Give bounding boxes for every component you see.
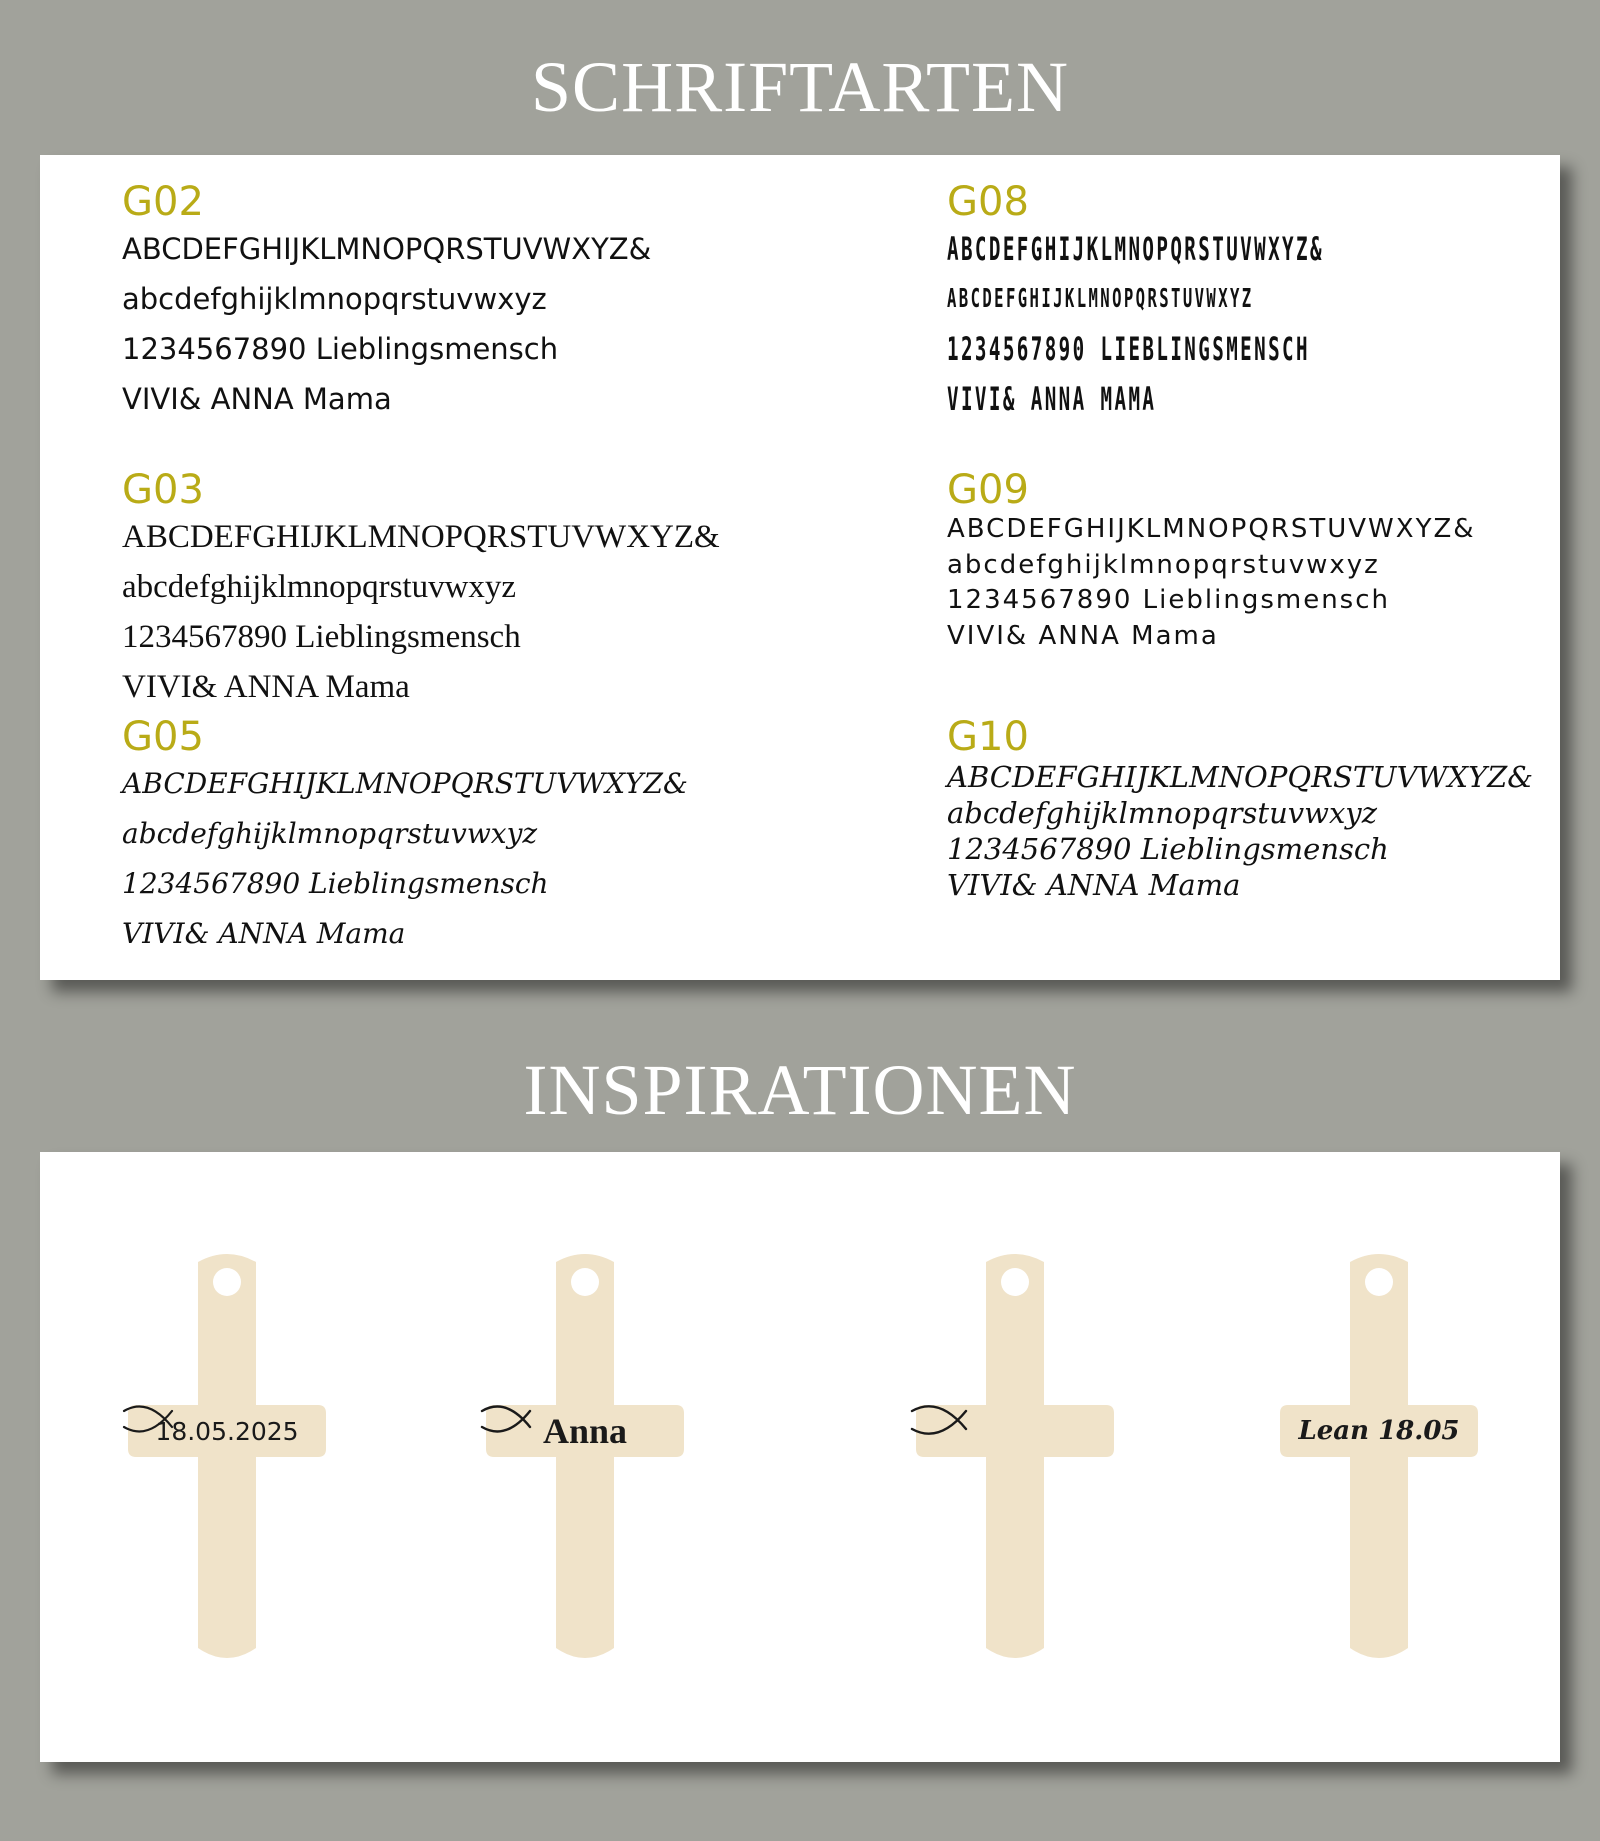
inspirations-panel (40, 1152, 1560, 1762)
font-sample-g09 (947, 468, 1476, 654)
cross-shape (122, 1252, 332, 1662)
sample-words: VIVI& ANNA Mama (122, 669, 410, 705)
sample-lowercase: abcdefghijklmnopqrstuvwxyz (122, 569, 517, 605)
engraving (480, 1405, 690, 1457)
font-sample-g08 (947, 180, 1575, 424)
sample-words: VIVI& ANNA Mama (947, 620, 1219, 651)
engraving (910, 1405, 1120, 1457)
font-code-label: G10 (947, 714, 1029, 760)
cross-pendant-date (122, 1252, 332, 1662)
cross-hole (213, 1268, 241, 1296)
ichthys-fish-icon (122, 1405, 174, 1433)
sample-lowercase: abcdefghijklmnopqrstuvwxyz (947, 796, 1377, 830)
sample-uppercase: ABCDEFGHIJKLMNOPQRSTUVWXYZ& (122, 767, 688, 800)
font-code-label: G02 (122, 179, 204, 225)
section-title-inspirationen: INSPIRATIONEN (523, 1050, 1077, 1130)
cross-shape (480, 1252, 690, 1662)
font-sample-g03 (122, 468, 720, 712)
sample-words: VIVI& ANNA Mama (947, 868, 1241, 902)
sample-uppercase: ABCDEFGHIJKLMNOPQRSTUVWXYZ& (122, 232, 652, 266)
section-title-schriftarten: SCHRIFTARTEN (531, 47, 1069, 127)
sample-numbers: 1234567890 LIEBLINGSMENSCH (947, 330, 1310, 368)
engraving-text: Anna (542, 1411, 628, 1451)
sample-numbers: 1234567890 Lieblingsmensch (947, 585, 1390, 615)
engraving-text: 18.05.2025 (155, 1416, 299, 1446)
cross-hole (1365, 1268, 1393, 1296)
font-samples-panel (40, 155, 1560, 980)
font-code-label: G03 (122, 467, 204, 513)
sample-lowercase: ABCDEFGHIJKLMNOPQRSTUVWXYZ (947, 284, 1254, 314)
cross-shape (910, 1252, 1120, 1662)
sample-uppercase: ABCDEFGHIJKLMNOPQRSTUVWXYZ& (947, 760, 1534, 794)
sample-lowercase: abcdefghijklmnopqrstuvwxyz (947, 549, 1380, 580)
engraving (1274, 1405, 1484, 1457)
sample-lowercase: abcdefghijklmnopqrstuvwxyz (122, 817, 538, 850)
engraving (122, 1405, 332, 1457)
cross-hole (571, 1268, 599, 1296)
cross-hole (1001, 1268, 1029, 1296)
sample-words: VIVI& ANNA MAMA (947, 380, 1157, 418)
sample-uppercase: ABCDEFGHIJKLMNOPQRSTUVWXYZ& (947, 514, 1476, 544)
sample-numbers: 1234567890 Lieblingsmensch (122, 867, 549, 900)
cross-pendant-name (480, 1252, 690, 1662)
sample-words: VIVI& ANNA Mama (122, 917, 406, 950)
sample-uppercase: ABCDEFGHIJKLMNOPQRSTUVWXYZ& (122, 519, 720, 555)
font-sample-g10 (947, 715, 1533, 903)
sample-numbers: 1234567890 Lieblingsmensch (122, 619, 521, 655)
engraving-text: Lean 18.05 (1298, 1416, 1460, 1446)
sample-lowercase: abcdefghijklmnopqrstuvwxyz (122, 282, 547, 316)
font-sample-g02 (122, 180, 651, 424)
font-code-label: G05 (122, 714, 204, 760)
sample-numbers: 1234567890 Lieblingsmensch (947, 832, 1389, 866)
sample-words: VIVI& ANNA Mama (122, 382, 392, 416)
cross-pendant-name-date (1274, 1252, 1484, 1662)
sample-uppercase: ABCDEFGHIJKLMNOPQRSTUVWXYZ& (947, 230, 1324, 268)
font-code-label: G08 (947, 179, 1029, 225)
font-sample-g05 (122, 715, 688, 959)
ichthys-fish-icon (480, 1405, 532, 1433)
cross-pendant-symbol (910, 1252, 1120, 1662)
font-code-label: G09 (947, 467, 1029, 513)
ichthys-fish-icon (910, 1405, 968, 1435)
cross-shape (1274, 1252, 1484, 1662)
sample-numbers: 1234567890 Lieblingsmensch (122, 332, 559, 366)
